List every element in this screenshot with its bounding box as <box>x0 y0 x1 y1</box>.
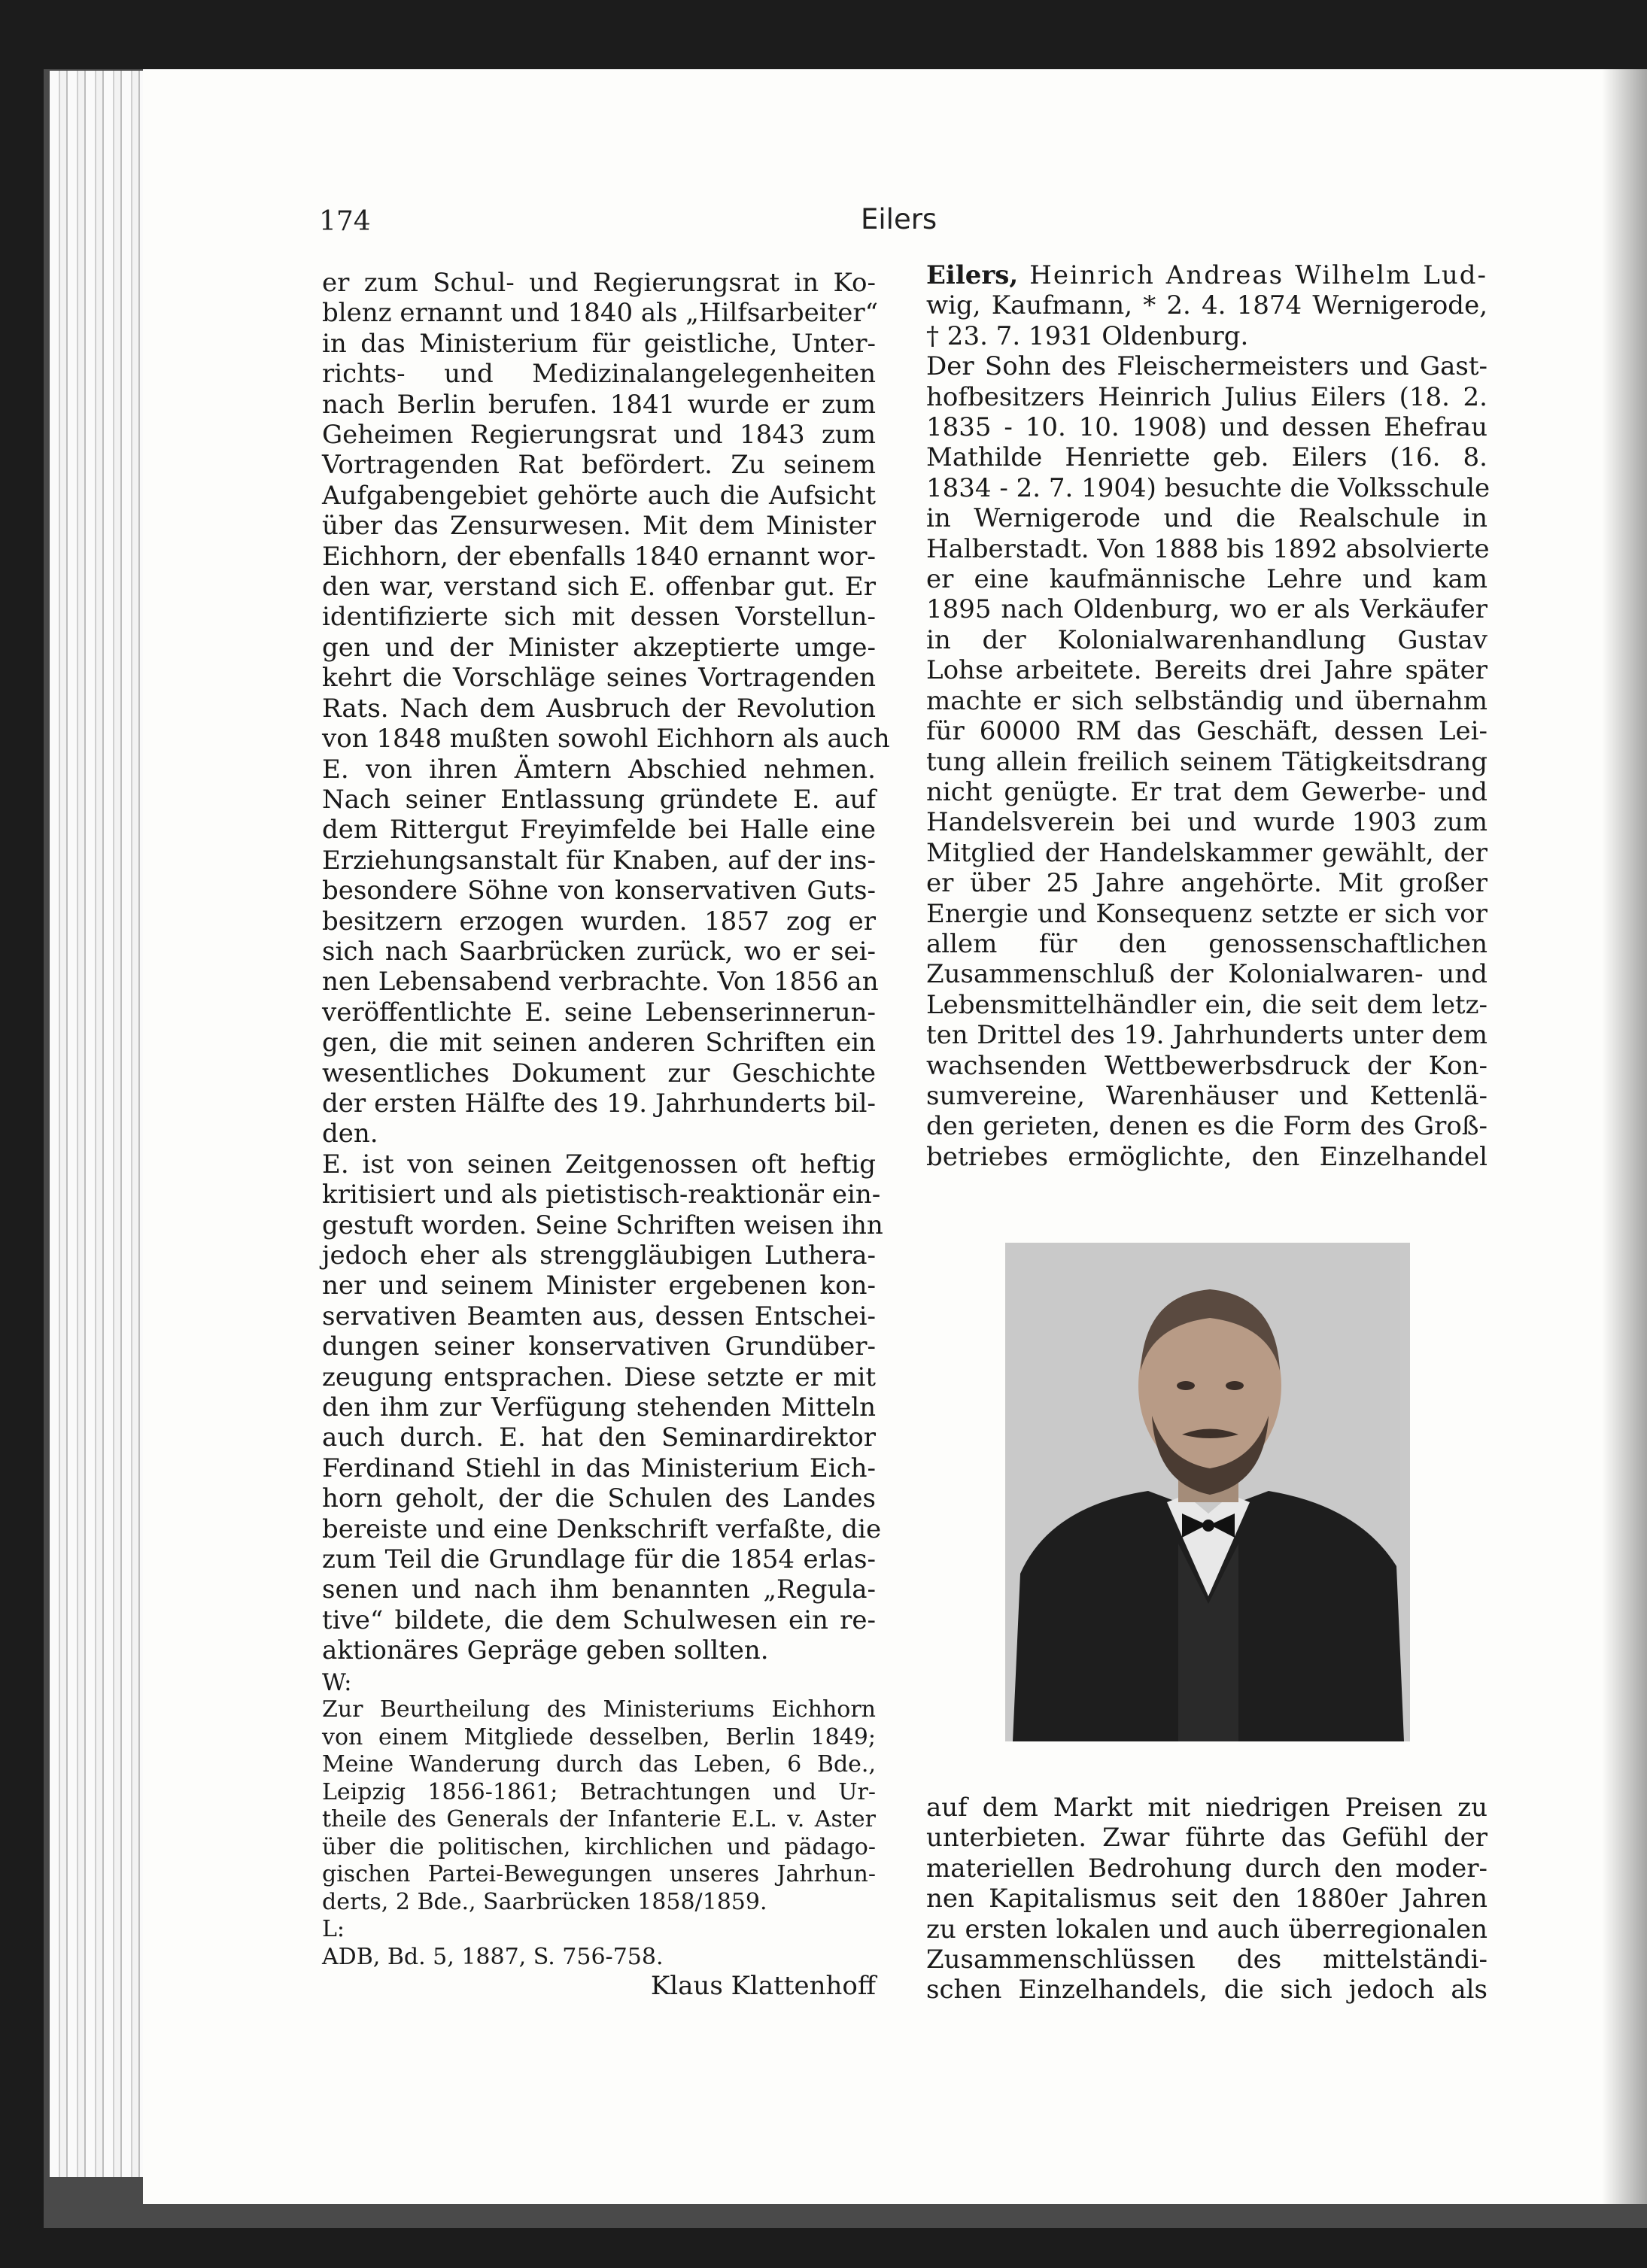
text-line: Lohse arbeitete. Bereits drei Jahre später <box>926 655 1487 686</box>
text-line: Erziehungsanstalt für Knaben, auf der ins- <box>322 845 876 876</box>
text-line: gischen Partei-Bewegungen unseres Jahrhun- <box>322 1861 876 1888</box>
text-line: Nach seiner Entlassung gründete E. auf <box>322 784 876 815</box>
text-line: kehrt die Vorschläge seines Vortragenden <box>322 663 876 694</box>
text-line: Der Sohn des Fleischermeisters und Gast- <box>926 351 1487 382</box>
text-line: E. von ihren Ämtern Abschied nehmen. <box>322 754 876 785</box>
text-line: Lebensmittelhändler ein, die seit dem letz- <box>926 989 1487 1020</box>
right-column-bottom <box>926 1793 1487 2005</box>
text-line: machte er sich selbständig und übernahm <box>926 685 1487 716</box>
text-line: gen und der Minister akzeptierte umge- <box>322 632 876 663</box>
text-line: auch durch. E. hat den Seminardirektor <box>322 1422 876 1453</box>
text-line: besitzern erzogen wurden. 1857 zog er <box>322 906 876 937</box>
text-line: Mathilde Henriette geb. Eilers (16. 8. <box>926 442 1487 473</box>
text-line: ADB, Bd. 5, 1887, S. 756-758. <box>322 1943 664 1970</box>
text-line: Energie und Konsequenz setzte er sich vor <box>926 898 1487 929</box>
text-line: den ihm zur Verfügung stehenden Mitteln <box>322 1392 876 1423</box>
entry-name: Eilers, <box>926 260 1019 290</box>
text-line: für 60000 RM das Geschäft, dessen Lei- <box>926 716 1487 747</box>
text-line: wachsenden Wettbewerbsdruck der Kon- <box>926 1050 1487 1081</box>
text-line: in der Kolonialwarenhandlung Gustav <box>926 624 1487 655</box>
text-line: zu ersten lokalen und auch überregionalen <box>926 1914 1487 1945</box>
text-line: Zusammenschlüssen des mittelständi- <box>926 1945 1487 1975</box>
right-body-text-bottom <box>926 1793 1487 2005</box>
text-line: tive“ bildete, die dem Schulwesen ein re- <box>322 1605 876 1635</box>
text-line: den gerieten, denen es die Form des Groß- <box>926 1111 1487 1142</box>
text-line: aktionäres Gepräge geben sollten. <box>322 1635 769 1666</box>
text-line: nen Kapitalismus seit den 1880er Jahren <box>926 1884 1487 1914</box>
text-line: der ersten Hälfte des 19. Jahrhunderts bil- <box>322 1088 876 1119</box>
text-line: E. ist von seinen Zeitgenossen oft heftig <box>322 1149 876 1180</box>
text-line: servativen Beamten aus, dessen Entschei- <box>322 1301 876 1331</box>
text-line: Leipzig 1856-1861; Betrachtungen und Ur- <box>322 1778 876 1805</box>
text-line: Handelsverein bei und wurde 1903 zum <box>926 807 1487 838</box>
text-line: von einem Mitgliede desselben, Berlin 1849; <box>322 1723 876 1750</box>
text-line: theile des Generals der Infanterie E.L. v. Aster <box>322 1806 876 1833</box>
text-line: allem für den genossenschaftlichen <box>926 928 1487 959</box>
text-line: horn geholt, der die Schulen des Landes <box>322 1483 876 1514</box>
text-line: Aufgabengebiet gehörte auch die Aufsicht <box>322 480 876 511</box>
text-line: besondere Söhne von konservativen Guts- <box>322 876 876 906</box>
text-line: er zum Schul- und Regierungsrat in Ko- <box>322 268 876 298</box>
text-line: 1895 nach Oldenburg, wo er als Verkäufer <box>926 594 1487 625</box>
right-column-top <box>926 260 1491 1172</box>
text-line: in das Ministerium für geistliche, Unter- <box>322 328 876 359</box>
text-line: er eine kaufmännische Lehre und kam <box>926 564 1487 595</box>
text-line: den. <box>322 1119 378 1149</box>
text-line: gen, die mit seinen anderen Schriften ein <box>322 1028 876 1058</box>
text-line: schen Einzelhandels, die sich jedoch als <box>926 1975 1487 2005</box>
text-line: gestuft worden. Seine Schriften weisen ihn <box>322 1210 883 1240</box>
entry-heading-rest: Heinrich Andreas Wilhelm Lud- <box>1018 260 1487 290</box>
text-line: zum Teil die Grundlage für die 1854 erlas- <box>322 1544 876 1575</box>
page-number: 174 <box>319 206 371 237</box>
literature-list <box>322 1944 876 1972</box>
text-line: Meine Wanderung durch das Leben, 6 Bde., <box>322 1751 876 1778</box>
text-line: über die politischen, kirchlichen und pädago- <box>322 1833 876 1860</box>
text-line: tung allein freilich seinem Tätigkeitsdrang <box>926 746 1487 777</box>
text-line: derts, 2 Bde., Saarbrücken 1858/1859. <box>322 1888 767 1915</box>
text-line: über das Zensurwesen. Mit dem Minister <box>322 511 876 542</box>
text-line: Vortragenden Rat befördert. Zu seinem <box>322 450 876 481</box>
text-line: Zur Beurtheilung des Ministeriums Eichhorn <box>322 1696 876 1723</box>
text-line: Halberstadt. Von 1888 bis 1892 absolvierte <box>926 533 1490 564</box>
literature-label: L: <box>322 1916 345 1943</box>
text-line: blenz ernannt und 1840 als „Hilfsarbeiter“ <box>322 298 879 329</box>
text-line: in Wernigerode und die Realschule in <box>926 503 1487 534</box>
text-line: Mitglied der Handelskammer gewählt, der <box>926 837 1487 868</box>
spine-shadow <box>1602 69 1647 2204</box>
text-line: wesentliches Dokument zur Geschichte <box>322 1058 876 1088</box>
text-line: Ferdinand Stiehl in das Ministerium Eich- <box>322 1453 876 1483</box>
text-line: betriebes ermöglichte, den Einzelhandel <box>926 1141 1487 1172</box>
text-line: 1834 - 2. 7. 1904) besuchte die Volksschule <box>926 472 1491 503</box>
entry-heading-line <box>926 260 1487 290</box>
text-line: ner und seinem Minister ergebenen kon- <box>322 1271 876 1301</box>
left-body-text <box>322 268 890 1666</box>
text-line: sich nach Saarbrücken zurück, wo er sei- <box>322 936 876 967</box>
text-line: Geheimen Regierungsrat und 1843 zum <box>322 420 876 451</box>
text-line: kritisiert und als pietistisch-reaktionär ein- <box>322 1180 881 1210</box>
text-line: bereiste und eine Denkschrift verfaßte, die <box>322 1514 882 1544</box>
left-column <box>322 268 890 2002</box>
text-line: wig, Kaufmann, * 2. 4. 1874 Wernigerode, <box>926 290 1487 321</box>
running-title: Eilers <box>861 203 937 235</box>
works-label: W: <box>322 1668 352 1696</box>
text-line: Zusammenschluß der Kolonialwaren- und <box>926 959 1487 990</box>
right-body-text-top <box>926 290 1491 1172</box>
text-line: ten Drittel des 19. Jahrhunderts unter dem <box>926 1020 1487 1051</box>
portrait-photo <box>1005 1243 1410 1741</box>
text-line: nicht genügte. Er trat dem Gewerbe- und <box>926 776 1487 807</box>
text-line: er über 25 Jahre angehörte. Mit großer <box>926 868 1487 899</box>
works-list <box>322 1696 876 1916</box>
text-line: jedoch eher als strenggläubigen Luthera- <box>322 1240 876 1271</box>
article-author: Klaus Klattenhoff <box>650 1971 876 2002</box>
text-line: Eichhorn, der ebenfalls 1840 ernannt wor- <box>322 541 876 572</box>
text-line: identifizierte sich mit dessen Vorstellun- <box>322 602 876 633</box>
text-line: nen Lebensabend verbrachte. Von 1856 an <box>322 967 879 997</box>
text-line: zeugung entsprachen. Diese setzte er mit <box>322 1362 876 1392</box>
text-line: materiellen Bedrohung durch den moder- <box>926 1853 1487 1884</box>
text-line: dem Rittergut Freyimfelde bei Halle eine <box>322 815 876 846</box>
text-line: unterbieten. Zwar führte das Gefühl der <box>926 1823 1487 1854</box>
text-line: sumvereine, Warenhäuser und Kettenlä- <box>926 1080 1487 1111</box>
page-edges <box>50 71 147 2177</box>
text-line: † 23. 7. 1931 Oldenburg. <box>926 320 1249 351</box>
text-line: richts- und Medizinalangelegenheiten <box>322 359 876 390</box>
text-line: den war, verstand sich E. offenbar gut. Er <box>322 572 876 603</box>
text-line: hofbesitzers Heinrich Julius Eilers (18. 2. <box>926 381 1487 412</box>
text-line: auf dem Markt mit niedrigen Preisen zu <box>926 1793 1487 1823</box>
text-line: Rats. Nach dem Ausbruch der Revolution <box>322 693 876 724</box>
text-line: 1835 - 10. 10. 1908) und dessen Ehefrau <box>926 412 1487 443</box>
text-line: dungen seiner konservativen Grundüber- <box>322 1331 876 1362</box>
text-line: veröffentlichte E. seine Lebenserinnerun- <box>322 997 876 1028</box>
text-line: von 1848 mußten sowohl Eichhorn als auch <box>322 724 890 754</box>
text-line: senen und nach ihm benannten „Regula- <box>322 1574 876 1605</box>
text-line: nach Berlin berufen. 1841 wurde er zum <box>322 389 876 420</box>
